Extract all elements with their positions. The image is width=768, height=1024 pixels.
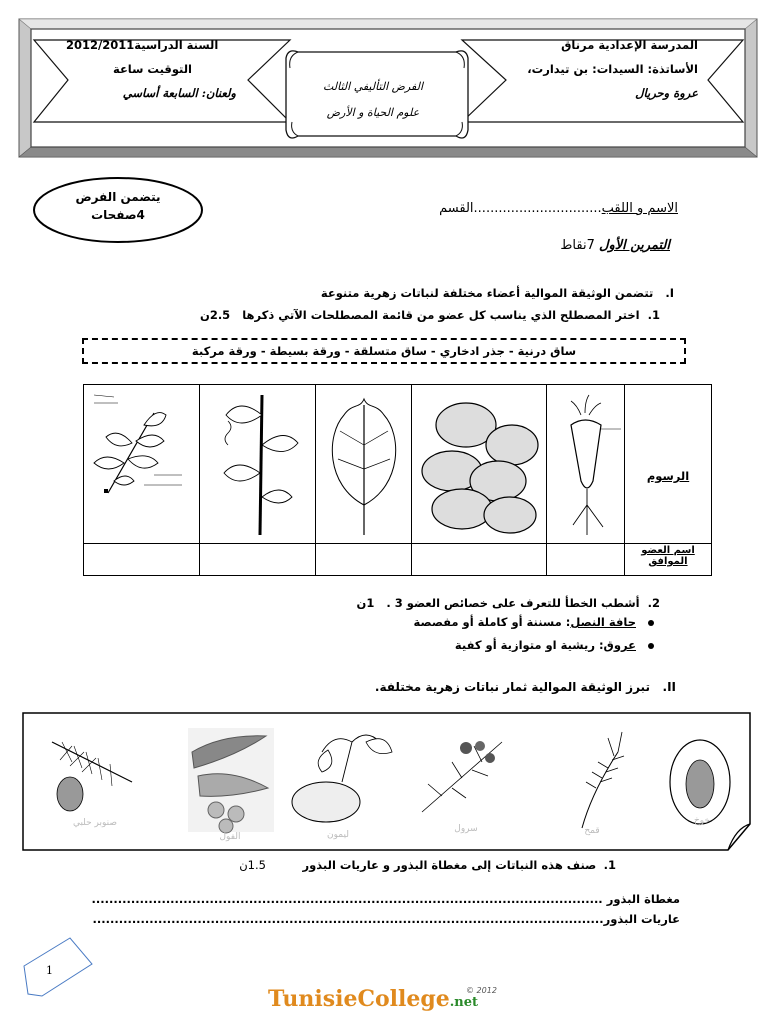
bean-drawing <box>188 728 274 833</box>
table-cell-organ-3 <box>411 384 547 544</box>
name-field[interactable]: ............................... <box>473 201 602 216</box>
exam-title: الفرض التأليفي الثالث <box>322 80 424 93</box>
name-line <box>300 201 678 216</box>
exam-duration: التوقيت ساعة <box>112 62 192 76</box>
q2-b2-options[interactable]: : ريشية او متوازية أو كفية <box>454 638 604 652</box>
terms-list: ساق درنية - جذر ادخاري - ساق متسلقة - ورقة بسيطة - ورقة مركبة <box>191 344 577 358</box>
table-row-label-cell <box>624 384 712 544</box>
q1-points: 2.5ن <box>199 308 231 322</box>
page-number-shape <box>22 936 94 998</box>
teachers-line: الأساتذة: السيدات: بن تيدارت، <box>527 62 698 76</box>
q1-text: اختر المصطلح الذي يناسب كل عضو من قائمة المصطلحات الآتي ذكرها <box>242 308 640 322</box>
school-year <box>66 38 256 52</box>
q2-bullet-2 <box>320 638 636 652</box>
q2-points: 1ن <box>356 596 375 610</box>
oval-line2: 4صفحات <box>91 208 145 222</box>
class-label: القسم <box>439 201 474 216</box>
exercise1-heading <box>480 238 670 253</box>
exercise1-points: 7نقاط <box>560 238 595 253</box>
fruit-label-lemon: ليمون <box>327 830 349 840</box>
answer-cell-6[interactable] <box>83 543 200 576</box>
part2-line <box>340 680 676 694</box>
exercise1-title: التمرين الأول <box>599 238 670 253</box>
bullet-dot <box>648 620 654 626</box>
q2-b1-label: حافة النصل <box>570 615 636 629</box>
fruit-label-bean: الفول <box>219 832 241 842</box>
storage-root-drawing <box>547 385 624 543</box>
class-level: ولعنان: السابعة أساسي <box>122 86 236 100</box>
q1-line <box>160 308 660 322</box>
logo-ext: .net <box>449 995 478 1010</box>
answer-cell-5[interactable] <box>199 543 316 576</box>
bullet-dot <box>648 643 654 649</box>
naked-label: عاريات البذور <box>603 912 680 926</box>
answer-naked <box>88 912 680 926</box>
classify-points: 1.5ن <box>239 858 266 872</box>
organ-name-label-2: الموافق <box>648 556 688 567</box>
classify-num: 1. <box>603 858 616 872</box>
terms-box <box>82 338 686 364</box>
subject-title: علوم الحياة و الأرض <box>326 106 420 119</box>
logo-copyright: © 2012 <box>466 986 497 995</box>
part1-line <box>230 286 674 300</box>
q2-bullet-1 <box>290 615 636 629</box>
oval-line1: يتضمن الفرض <box>75 190 161 204</box>
table-cell-organ-6 <box>83 384 200 544</box>
fruits-frame <box>22 712 752 852</box>
q2-num: 2. <box>647 596 660 610</box>
fruit-label-wheat: قمح <box>584 826 600 836</box>
classify-text: صنف هذه النباتات إلى مغطاة البذور و عاريات البذور <box>302 858 597 872</box>
climbing-stem-drawing <box>200 385 315 543</box>
pages-oval <box>32 176 204 244</box>
q2-b2-label: عروق <box>603 638 636 652</box>
table-cell-organ-2 <box>546 384 625 544</box>
teachers-names: عروة وحريال <box>635 86 698 100</box>
part1-text: تتضمن الوثيقة الموالية أعضاء مختلفة لنباتات زهرية متنوعة <box>320 286 654 300</box>
organ-table <box>83 384 712 576</box>
page-number-badge <box>22 936 94 998</box>
school-year-label: السنة الدراسية <box>134 38 219 52</box>
fruit-label-pine: صنوبر حلبي <box>72 818 118 828</box>
answer-cell-3[interactable] <box>411 543 547 576</box>
peach-drawing <box>670 740 730 824</box>
organ-name-label-1: اسم العضو <box>641 545 695 556</box>
school-year-value: 2012/2011 <box>66 38 135 52</box>
part2-text: تبرز الوثيقة الموالية ثمار نباتات زهرية مختلفة. <box>374 680 650 694</box>
answer-covered <box>88 892 680 906</box>
q1-num: 1. <box>647 308 660 322</box>
name-label: الاسم و اللقب <box>601 201 678 216</box>
compound-leaf-drawing <box>84 385 199 543</box>
naked-dots[interactable]: ..................................................................................................................... <box>92 912 604 926</box>
classify-line <box>200 858 616 872</box>
answer-cell-2[interactable] <box>546 543 625 576</box>
table-cell-organ-5 <box>199 384 316 544</box>
table-cell-organ-4 <box>315 384 412 544</box>
covered-label: مغطاة البذور <box>606 892 680 906</box>
part2-num: II. <box>662 680 676 694</box>
part1-num: I. <box>665 286 674 300</box>
simple-leaf-drawing <box>316 385 411 543</box>
q2-text: أشطب الخطأ للتعرف على خصائص العضو 3 . <box>386 596 640 610</box>
answer-cell-4[interactable] <box>315 543 412 576</box>
page-number: 1 <box>46 964 53 977</box>
fruit-label-cypress: سرول <box>454 824 478 834</box>
tuber-stem-drawing <box>412 385 546 543</box>
drawings-label: الرسوم <box>646 469 690 483</box>
covered-dots[interactable]: ..................................................................................................................... <box>91 892 603 906</box>
organ-name-label-cell <box>624 543 712 576</box>
fruits-box <box>22 712 752 852</box>
footer-logo <box>268 986 508 1020</box>
q2-line <box>300 596 660 610</box>
fruit-label-peach: خوخ <box>693 816 711 826</box>
logo-text: TunisieCollege <box>268 986 450 1012</box>
q2-b1-options[interactable]: : مسننة أو كاملة أو مفصصة <box>413 615 571 629</box>
school-name: المدرسة الإعدادية مرناق <box>561 38 698 52</box>
